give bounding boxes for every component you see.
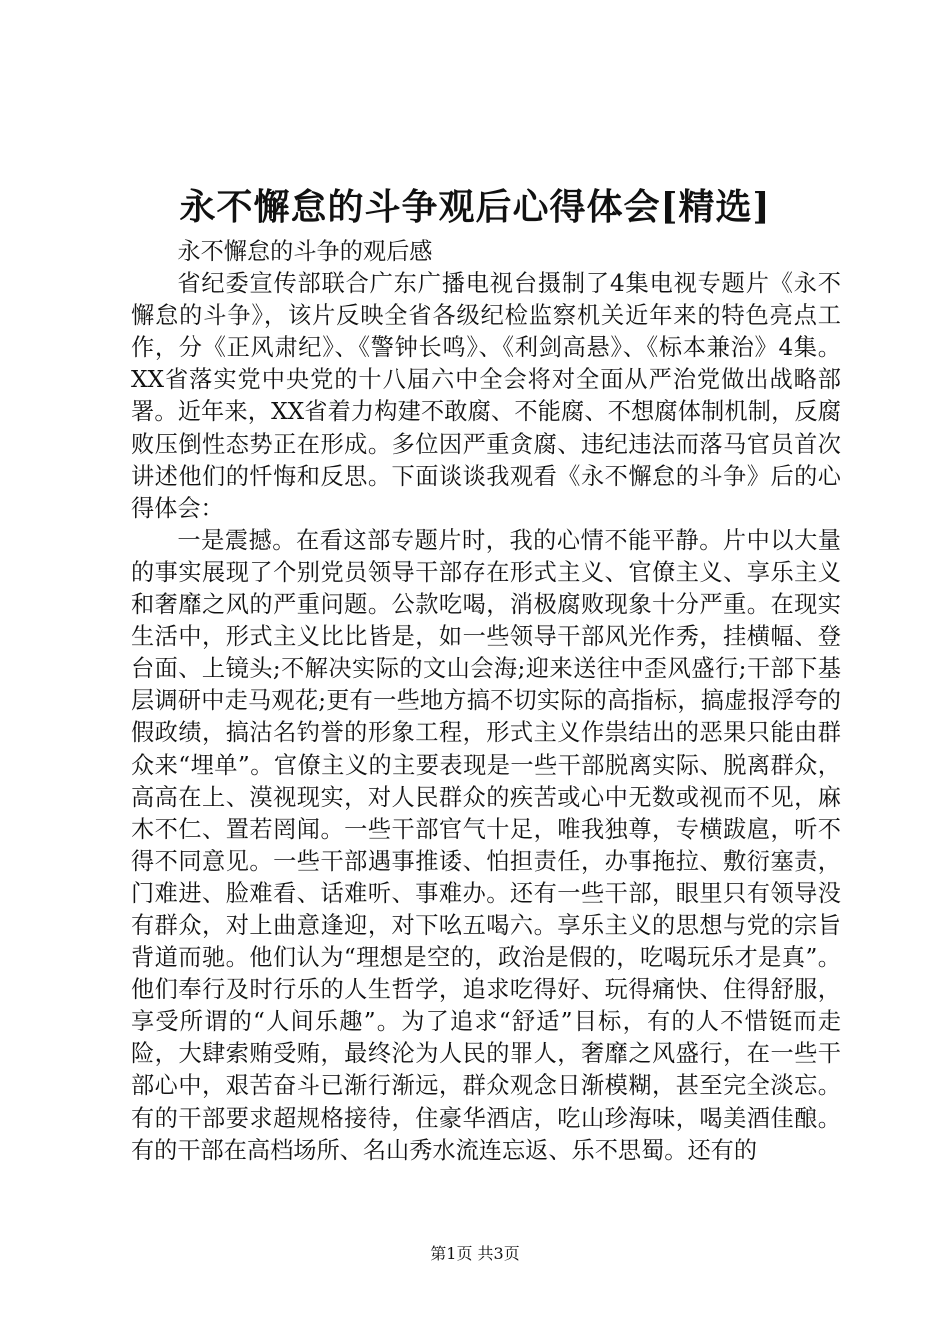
document-title: 永不懈怠的斗争观后心得体会[精选] <box>179 186 771 228</box>
document-body <box>131 236 841 1167</box>
paragraph-intro: 省纪委宣传部联合广东广播电视台摄制了4集电视专题片《永不懈怠的斗争》，该片反映全省各级纪检监察机关近年来的特色亮点工作，分《正风肃纪》、《警钟长鸣》、《利剑高悬》、《标本兼治》4集。XX省落实党中央党的十八届六中全会将对全面从严治党做出战略部署。近年来，XX省着力构建不敢腐、不能腐、不想腐体制机制，反腐败压倒性态势正在形成。多位因严重贪腐、违纪违法而落马官员首次讲述他们的忏悔和反思。下面谈谈我观看《永不懈怠的斗争》后的心得体会： <box>131 270 841 522</box>
page-footer: 第1页 共3页 <box>430 1244 520 1263</box>
paragraph-subtitle: 永不懈怠的斗争的观后感 <box>177 238 433 265</box>
paragraph-point-one: 一是震撼。在看这部专题片时，我的心情不能平静。片中以大量的事实展现了个别党员领导干部存在形式主义、官僚主义、享乐主义和奢靡之风的严重问题。公款吃喝，消极腐败现象十分严重。在现实生活中，形式主义比比皆是，如一些领导干部风光作秀，挂横幅、登台面、上镜头;不解决实际的文山会海;迎来送往中歪风盛行;干部下基层调研中走马观花;更有一些地方搞不切实际的高指标，搞虚报浮夸的假政绩，搞沽名钓誉的形象工程，形式主义作祟结出的恶果只能由群众来“埋单”。官僚主义的主要表现是一些干部脱离实际、脱离群众，高高在上、漠视现实，对人民群众的疾苦或心中无数或视而不见，麻木不仁、置若罔闻。一些干部官气十足，唯我独尊，专横跋扈，听不得不同意见。一些干部遇事推诿、怕担责任，办事拖拉、敷衍塞责，门难进、脸难看、话难听、事难办。还有一些干部，眼里只有领导没有群众，对上曲意逢迎，对下吆五喝六。享乐主义的思想与党的宗旨背道而驰。他们认为“理想是空的，政治是假的，吃喝玩乐才是真”。他们奉行及时行乐的人生哲学，追求吃得好、玩得痛快、住得舒服，享受所谓的“人间乐趣”。为了追求“舒适”目标，有的人不惜铤而走险，大肆索贿受贿，最终沦为人民的罪人，奢靡之风盛行，在一些干部心中，艰苦奋斗已渐行渐远，群众观念日渐模糊，甚至完全淡忘。有的干部要求超规格接待，住豪华酒店，吃山珍海味，喝美酒佳酿。有的干部在高档场所、名山秀水流连忘返、乐不思蜀。还有的 <box>131 526 841 1164</box>
